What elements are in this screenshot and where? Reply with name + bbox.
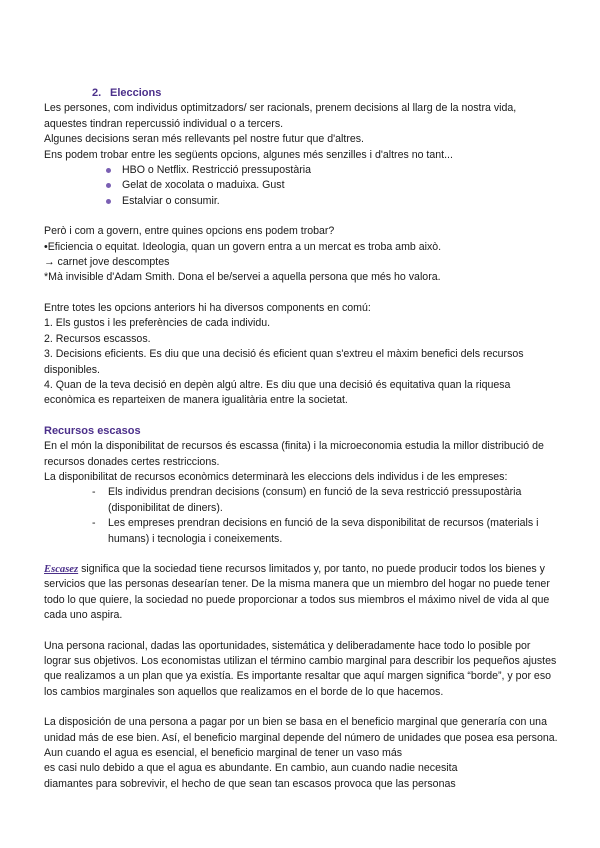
- government-line: *Mà invisible d'Adam Smith. Dona el be/servei a aquella persona que més ho valora.: [44, 271, 441, 284]
- government-line: •Eficiencia o equitat. Ideologia, quan un govern entra a un mercat es troba amb això.: [44, 240, 442, 253]
- dash-icon: -: [92, 486, 96, 499]
- intro-line: Les persones, com individus optimitzadors/ ser racionals, prenem decisions al llarg de la nostra vida,: [44, 102, 517, 115]
- willingness-line: diamantes para sobrevivir, el hecho de que sean tan escasos provoca que las personas: [44, 777, 456, 790]
- section-title: Eleccions: [110, 87, 162, 99]
- section-number: 2.: [92, 87, 102, 99]
- willingness-line: La disposición de una persona a pagar por un bien se basa en el beneficio marginal que generaría con una unidad más de ese bien. Así, el beneficio marginal depende del número de unidades que posea esa persona. Aun cuando el agua es esencial, el beneficio marginal de tener un vaso más: [44, 716, 558, 760]
- escasez-paragraph: [44, 562, 560, 624]
- intro-line: Ens podem trobar entre les següents opcions, algunes més senzilles i d'altres no tant...: [44, 148, 453, 161]
- section-heading: [92, 86, 560, 101]
- dash-icon: -: [92, 517, 96, 530]
- scarce-line: En el món la disponibilitat de recursos és escassa (finita) i la microeconomia estudia la millor distribució de recursos donades certes restriccions.: [44, 440, 544, 468]
- rational-paragraph: Una persona racional, dadas las oportunidades, sistemática y deliberadamente hace todo lo posible por lograr sus objetivos. Los economistas utilizan el término cambio marginal para describir los pequeños ajustes que realizamos a un plan que ya existía. Es importante resaltar que aquí margen significa “borde”, y por eso los cambios marginales son aquellos que realizamos en el borde de lo que hacemos.: [44, 639, 557, 698]
- bullet-icon: [106, 168, 111, 173]
- escasez-text: significa que la sociedad tiene recursos limitados y, por tanto, no puede producir todos los bienes y servicios que las personas desearían tener. De la misma manera que un miembro del hogar no puede tener todo lo que quiere, la sociedad no puede proporcionar a todos sus miembros el máximo nivel de vida al que cada uno aspira.: [44, 562, 550, 622]
- government-line: Però i com a govern, entre quines opcions ens podem trobar?: [44, 225, 335, 238]
- list-item: Gelat de xocolata o maduixa. Gust: [106, 178, 560, 193]
- intro-line: aquestes tindran repercussió individual o a tercers.: [44, 117, 284, 130]
- scarce-resources-heading: Recursos escasos: [44, 424, 141, 437]
- intro-line: Algunes decisions seran més rellevants pel nostre futur que d'altres.: [44, 133, 365, 146]
- scarce-line: La disponibilitat de recursos econòmics determinarà les eleccions dels individus i de les empreses:: [44, 470, 508, 483]
- component-item: 3. Decisions eficients. Es diu que una decisió és eficient quan s'extreu el màxim benefici dels recursos disponibles.: [44, 348, 524, 376]
- component-item: 1. Els gustos i les preferències de cada individu.: [44, 317, 271, 330]
- escasez-term: Escasez: [44, 563, 79, 575]
- bullet-icon: [106, 199, 111, 204]
- list-item: - Els individus prendran decisions (consum) en funció de la seva restricció pressupostària (disponibilitat de diners).: [92, 486, 522, 514]
- scarce-dash-list: [44, 485, 560, 547]
- list-item: HBO o Netflix. Restricció pressupostària: [106, 163, 560, 178]
- component-item: 2. Recursos escassos.: [44, 332, 151, 345]
- options-list: [44, 163, 560, 209]
- components-intro: Entre totes les opcions anteriors hi ha diversos components en comú:: [44, 301, 371, 314]
- bullet-icon: [106, 183, 111, 188]
- component-item: 4. Quan de la teva decisió en depèn algú altre. Es diu que una decisió és equitativa quan la riquesa econòmica es reparteixen de manera igualitària entre la societat.: [44, 378, 511, 407]
- willingness-line: es casi nulo debido a que el agua es abundante. En cambio, aun cuando nadie necesita: [44, 762, 458, 775]
- list-item: Estalviar o consumir.: [106, 194, 560, 209]
- government-line: → carnet jove descomptes: [44, 256, 170, 269]
- list-item: - Les empreses prendran decisions en funció de la seva disponibilitat de recursos (materials i humans) i tecnologia i coneixements.: [92, 517, 539, 545]
